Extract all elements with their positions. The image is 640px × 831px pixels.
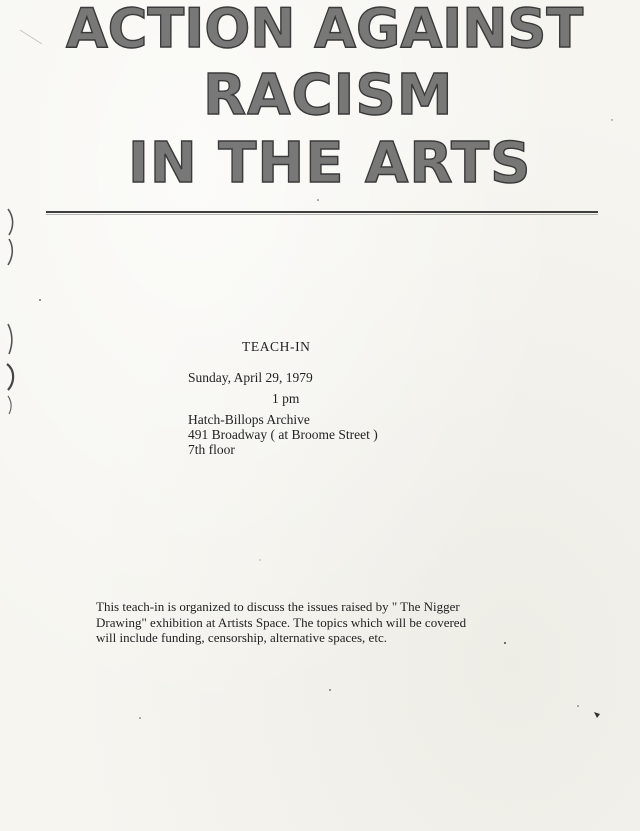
event-date: Sunday, April 29, 1979: [188, 370, 313, 385]
headline-line-1: ACTION AGAINST: [66, 0, 584, 60]
headline-line-2: RACISM: [203, 63, 454, 128]
description-line: This teach-in is organized to discuss the issues raised by " The Nigger: [96, 599, 460, 614]
headline-line-3: IN THE ARTS: [128, 131, 532, 196]
event-address: 491 Broadway ( at Broome Street ): [188, 427, 378, 442]
event-venue: Hatch-Billops Archive: [188, 412, 310, 427]
description-line: will include funding, censorship, alternative spaces, etc.: [96, 630, 387, 645]
event-floor: 7th floor: [188, 442, 235, 457]
description-line: Drawing" exhibition at Artists Space. The topics which will be covered: [96, 614, 467, 630]
event-title: TEACH-IN: [242, 339, 311, 354]
event-time: 1 pm: [272, 391, 300, 406]
